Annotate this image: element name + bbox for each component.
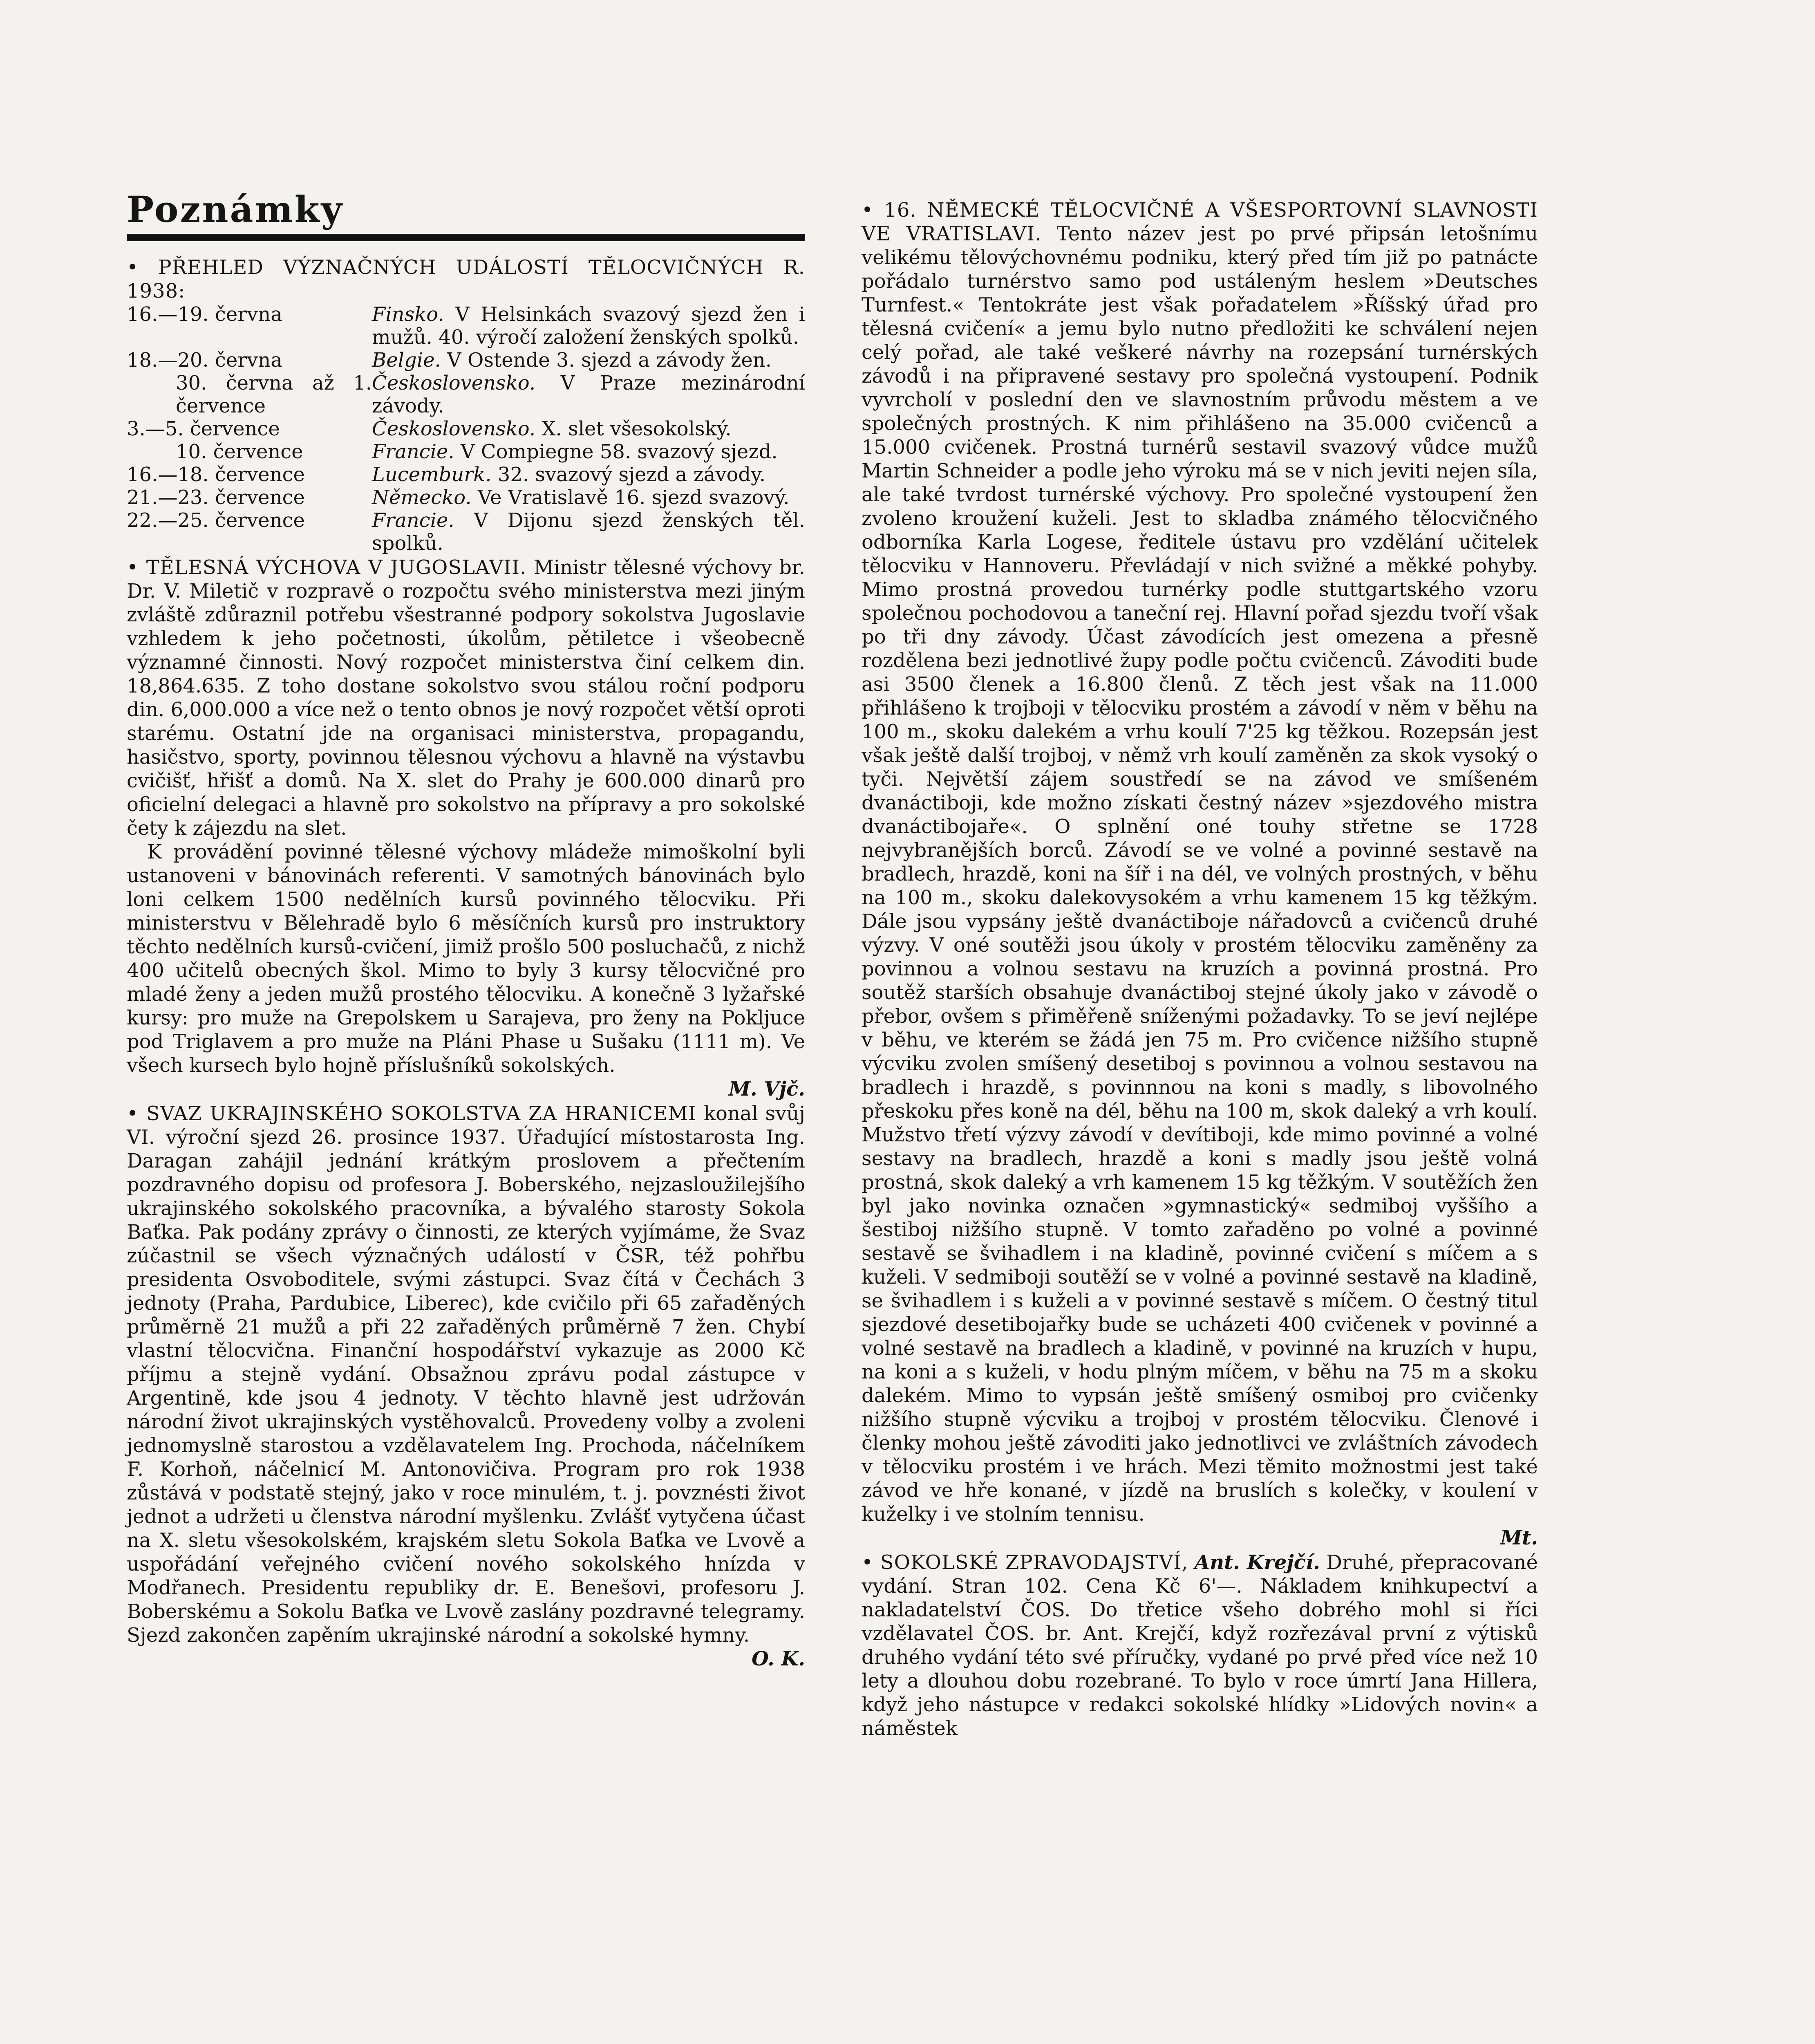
calendar-title: • PŘEHLED VÝZNAČNÝCH UDÁLOSTÍ TĚLOCVIČNÝCH R. 1938: — [127, 256, 805, 303]
article-paragraph — [862, 198, 1538, 1526]
event-row — [127, 463, 805, 486]
event-text: V Praze mezinárodní závody. — [372, 372, 805, 417]
article-paragraph — [862, 1551, 1538, 1740]
article-signature: M. Vjč. — [728, 1078, 805, 1100]
event-row — [127, 372, 805, 417]
article-vratislav — [862, 198, 1538, 1550]
article-headline: • SVAZ UKRAJINSKÉHO SOKOLSTVA ZA HRANICEMI — [127, 1102, 697, 1125]
event-text: X. slet všesokolský. — [542, 417, 732, 440]
event-body — [372, 440, 805, 463]
event-country: Francie. — [372, 440, 454, 463]
events-table — [127, 303, 805, 555]
event-row — [127, 417, 805, 440]
event-country: Německo. — [372, 486, 472, 509]
article-paragraph — [127, 1102, 805, 1647]
article-calendar — [127, 256, 805, 555]
event-body — [372, 509, 805, 555]
event-body — [372, 303, 805, 349]
event-date: 3.—5. července — [127, 417, 280, 440]
event-body — [372, 463, 805, 486]
article-text: Ministr tělesné výchovy br. Dr. V. Miletič v rozpravě o rozpočtu svého ministerstva mezi jiným zvláště zdůraznil potřebu všestranné podpory sokolstva Jugoslavie vzhledem k jeho početnosti, úkolům, pětiletce i všeobecně významné činnosti. Nový rozpočet ministerstva činí celkem din. 18,864.635. Z toho dostane sokolstvo svou stálou roční podporu din. 6,000.000 a více než o tento obnos je nový rozpočet větší oproti starému. Ostatní jde na organisaci ministerstva, propagandu, hasičstvo, sporty, povinnou tělesnou výchovu a hlavně na výstavbu cvičišť, hřišť a domů. Na X. slet do Prahy je 600.000 dinarů pro oficielní delegaci a hlavně pro sokolstvo na přípravy a pro sokolské čety k zájezdu na slet. — [127, 556, 805, 840]
article-headline: • 16. NĚMECKÉ TĚLOCVIČNÉ A VŠESPORTOVNÍ SLAVNOSTI VE VRATISLAVI. — [862, 199, 1538, 245]
event-date: 21.—23. července — [127, 486, 305, 509]
event-date: 30. června až 1. července — [176, 372, 372, 417]
article-text: Druhé, přepracované vydání. Stran 102. Cena Kč 6'—. Nákladem knihkupectví a nakladatelství ČOS. Do třetice všeho dobrého mohl si říci vzdělavatel ČOS. br. Ant. Krejčí, když rozřezával první z výtisků druhého vydání této své příručky, vydané po prvé před více než 10 lety a dlouhou dobu rozebrané. To bylo v roce úmrtí Jana Hillera, když jeho nástupce v redakci sokolské hlídky »Lidových novin« a náměstek — [862, 1551, 1538, 1740]
event-text: V Dijonu sjezd ženských těl. spolků. — [372, 509, 805, 555]
article-headline: • SOKOLSKÉ ZPRAVODAJSTVÍ, — [862, 1551, 1188, 1574]
event-text: Ve Vratislavě 16. sjezd svazový. — [477, 486, 790, 509]
article-signature: O. K. — [752, 1647, 805, 1670]
right-column — [862, 198, 1538, 1741]
heading-rule — [127, 234, 805, 241]
article-jugoslavie — [127, 556, 805, 1101]
event-country: Československo. — [372, 417, 536, 440]
event-date: 22.—25. července — [127, 509, 305, 532]
event-date: 16.—19. června — [127, 303, 282, 326]
event-date: 16.—18. července — [127, 463, 305, 486]
event-body — [372, 486, 805, 509]
article-signature: Mt. — [1500, 1526, 1538, 1549]
event-text: 32. svazový sjezd a závody. — [497, 463, 766, 486]
event-country: Francie. — [372, 509, 454, 532]
article-paragraph — [127, 556, 805, 840]
event-country: Lucemburk. — [372, 463, 492, 486]
section-heading: Poznámky — [127, 188, 344, 231]
event-row — [127, 509, 805, 555]
event-body — [372, 349, 805, 372]
event-country: Československo. — [372, 372, 536, 394]
left-column — [127, 256, 805, 1672]
event-country: Belgie. — [372, 349, 441, 372]
event-date: 10. července — [176, 440, 303, 463]
article-headline: • TĚLESNÁ VÝCHOVA V JUGOSLAVII. — [127, 556, 527, 579]
event-body — [372, 417, 805, 440]
event-date: 18.—20. června — [127, 349, 282, 372]
article-zpravodajstvi — [862, 1551, 1538, 1740]
article-author: Ant. Krejčí. — [1194, 1551, 1320, 1574]
event-text: V Helsinkách svazový sjezd žen i mužů. 40. výročí založení ženských spolků. — [372, 303, 805, 349]
article-text: konal svůj VI. výroční sjezd 26. prosince 1937. Úřadující místostarosta Ing. Daragan zahájil jednání krátkým proslovem a přečtením pozdravného dopisu od profesora J. Boberského, nejzasloužilejšího ukrajinského sokolského pracovníka, a bývalého starosty Sokola Baťka. Pak podány zprávy o činnosti, ze kterých vyjímáme, že Svaz zúčastnil se všech význačných událostí v ČSR, též pohřbu presidenta Osvoboditele, svými zástupci. Svaz čítá v Čechách 3 jednoty (Praha, Pardubice, Liberec), kde cvičilo při 65 zařaděných průměrně 21 mužů a při 22 zařaděných průměrně 7 žen. Chybí vlastní tělocvična. Finanční hospodářství vykazuje as 2000 Kč příjmu a stejně vydání. Obsažnou zprávu podal zástupce v Argentině, kde jsou 4 jednoty. V těchto hlavně jest udržován národní život ukrajinských vystěhovalců. Provedeny volby a zvoleni jednomyslně starostou a vzdělavatelem Ing. Prochoda, náčelníkem F. Korhoň, náčelnicí M. Antonovičiva. Program pro rok 1938 zůstává v podstatě stejný, jako v roce minulém, t. j. povznésti život jednot a udržeti u členstva národní myšlenku. Zvlášť vytyčena účast na X. sletu všesokolském, krajském sletu Sokola Baťka ve Lvově a uspořádání veřejného cvičení nového sokolského hnízda v Modřanech. Presidentu republiky dr. E. Benešovi, profesoru J. Boberskému a Sokolu Baťka ve Lvově zaslány pozdravné telegramy. Sjezd zakončen zapěním ukrajinské národní a sokolské hymny. — [127, 1102, 806, 1647]
event-body — [372, 372, 805, 417]
event-row — [127, 486, 805, 509]
event-text: V Ostende 3. sjezd a závody žen. — [447, 349, 772, 372]
event-row — [127, 349, 805, 372]
event-row — [127, 303, 805, 349]
article-ukrajina — [127, 1102, 805, 1671]
event-text: V Compiegne 58. svazový sjezd. — [460, 440, 778, 463]
article-paragraph: K provádění povinné tělesné výchovy mládeže mimoškolní byli ustanoveni v bánovinách referenti. V samotných bánovinách bylo loni celkem 1500 nedělních kursů povinného tělocviku. Při ministerstvu v Bělehradě bylo 6 měsíčních kursů pro instruktory těchto nedělních kursů-cvičení, jimiž prošlo 500 posluchačů, z nichž 400 učitelů obecných škol. Mimo to byly 3 kursy tělocvičné pro mladé ženy a jeden mužů prostého tělocviku. A konečně 3 lyžařské kursy: pro muže na Grepolskem u Sarajeva, pro ženy na Pokljuce pod Triglavem a pro muže na Pláni Phase u Sušaku (1111 m). Ve všech kursech bylo hojně příslušníků sokolských. — [127, 840, 805, 1077]
event-row — [127, 440, 805, 463]
article-text: Tento název jest po prvé připsán letošnímu velikému tělovýchovnému podniku, který před tím již po patnácte pořádalo turnérstvo samo pod ustáleným heslem »Deutsches Turnfest.« Tentokráte jest však pořadatelem »Říšský úřad pro tělesná cvičení« a jemu bylo nutno předložiti ke schválení nejen celý pořad, ale také veškeré návrhy na rozepsání turnérských závodů i na připravené sestavy pro společná vystoupení. Podnik vyvrcholí v poslední den ve slavnostním průvodu městem a ve společných prostných. K nim přihlášeno na 35.000 cvičenců a 15.000 cvičenek. Prostná turnérů sestavil svazový vůdce mužů Martin Schneider a podle jeho výroku má se v nich jeviti nejen síla, ale také tvrdost turnérské výchovy. Pro společné vystoupení žen zvoleno kroužení kuželi. Jest to skladba známého tělocvičného odborníka Karla Logese, ředitele ústavu pro vzdělání učitelek tělocviku v Hannoveru. Převládají v nich svižné a měkké pohyby. Mimo prostná provedou turnérky podle stuttgartského vzoru společnou pochodovou a taneční rej. Hlavní pořad sjezdu tvoří však po tři dny závody. Účast závodících jest omezena a přesně rozdělena bezi jednotlivé župy podle počtu cvičenců. Závoditi bude asi 3500 členek a 16.800 členů. Z těch jest však na 11.000 přihlášeno k trojboji v tělocviku prostém a závodí v něm v běhu na 100 m., skoku dalekém a vrhu koulí 7'25 kg těžkou. Rozepsán jest však ještě další trojboj, v němž vrh koulí zaměněn za skok vysoký o tyči. Největší zájem soustředí se na závod ve smíšeném dvanáctiboji, kde možno získati čestný název »sjezdového mistra dvanáctibojaře«. O splnění oné touhy střetne se 1728 nejvybranějších borců. Závodí se ve volné a povinné sestavě na bradlech, hrazdě, koni na šíř i na dél, ve volných prostných, v běhu na 100 m., skoku dalekovysokém a vrhu kamenem 15 kg těžkým. Dále jsou vypsány ještě dvanáctiboje nářadovců a cvičenců druhé výzvy. V oné soutěži jsou úkoly v prostém tělocviku zaměněny za povinnou a volnou sestavu na kruzích a povinná prostná. Pro soutěž starších obsahuje dvanáctiboj stejné úkoly jako v závodě o přebor, ovšem s přiměřeně sníženými požadavky. To se jeví nejlépe v běhu, ve kterém se žádá jen 75 m. Pro cvičence nižšího stupně výcviku zvolen smíšený desetiboj s povinnou a volnou sestavou na bradlech i hrazdě, s povinnnou na koni s madly, s libovolného přeskoku přes koně na dél, běhu na 100 m, skok daleký a vrh koulí. Mužstvo třetí výzvy závodí v devítiboji, kde mimo povinné a volné sestavy na bradlech, hrazdě a koni s madly jsou ještě volná prostná, skok daleký a vrh kamenem 15 kg těžkým. V soutěžích žen byl jako novinka označen »gymnastický« sedmiboj vyššího a šestiboj nižšího stupně. V tomto zařaděno po volné a povinné sestavě se švihadlem i na kladině, povinné cvičení s míčem a s kuželi. V sedmiboji soutěží se v volné a povinné sestavě na kladině, se švihadlem i s kuželi a v povinné sestavě s míčem. O čestný titul sjezdové desetibojařky bude se ucházeti 400 cvičenek v povinné a volné sestavě na bradlech a kladině, v povinné na kruzích v hupu, na koni a s kuželi, v hodu plným míčem, v běhu na 75 m a skoku dalekém. Mimo to vypsán ještě smíšený osmiboj pro cvičenky nižšího stupně výcviku a trojboj v prostém tělocviku. Členové i členky mohou ještě závoditi jako jednotlivci ve zvláštních závodech v tělocviku prostém i ve hrách. Mezi těmito možnostmi jest také závod ve hře konané, v jízdě na bruslích s kolečky, v koulení v kuželky i ve stolním tennisu. — [862, 222, 1538, 1526]
event-country: Finsko. — [372, 303, 444, 326]
